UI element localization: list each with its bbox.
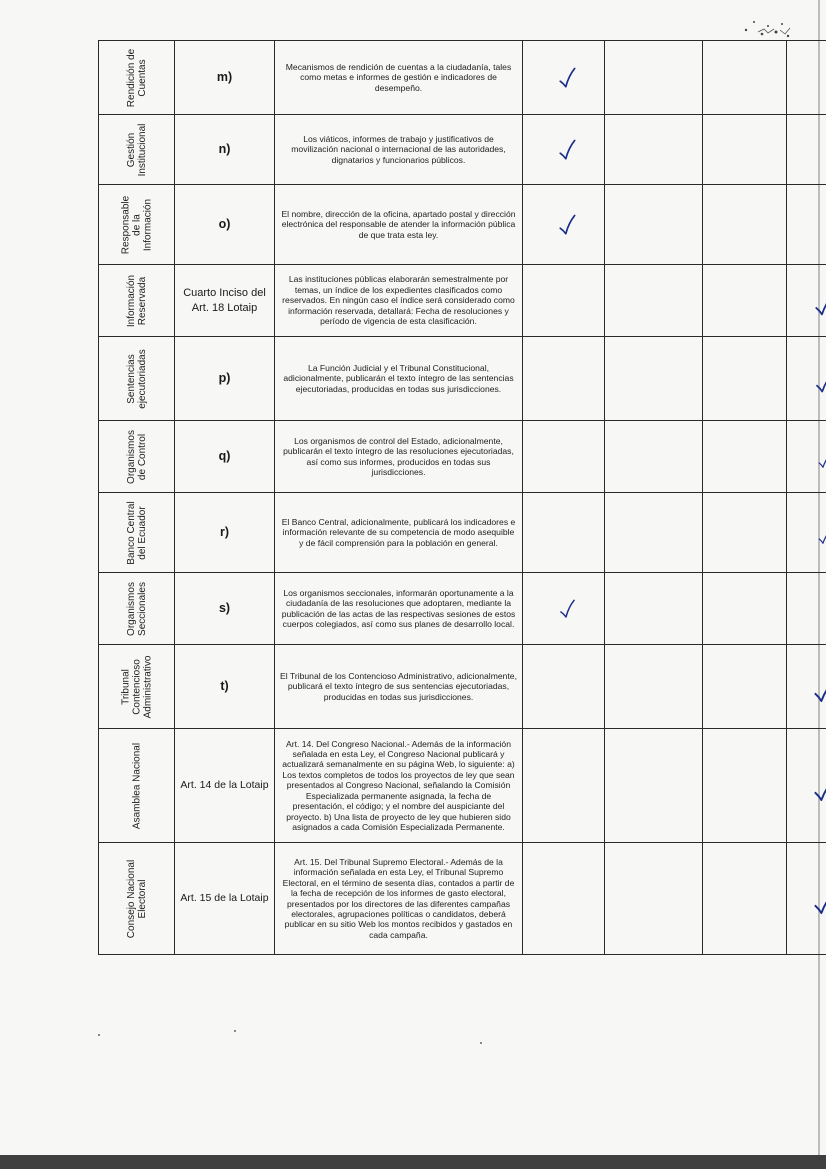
status-cell — [787, 493, 826, 573]
transparency-table — [98, 40, 826, 955]
status-cell — [787, 729, 826, 843]
description-cell: Art. 14. Del Congreso Nacional.- Además de la información señalada en esta Ley, el Congreso Nacional publicará y actualizará semanalmente en su página Web, lo siguiente: a) Los textos completos de todos los proyectos de ley que sean presentados al Congreso Nacional, señalando la Comisión Especializada permanente asignada, la fecha de presentación, el código; y el nombre del auspiciante del proyecto. b) Una lista de proyecto de ley que hubieren sido asignados a cada Comisión Especializada Permanente. — [275, 729, 523, 843]
checkmark-icon — [812, 678, 826, 704]
status-cell — [605, 265, 703, 337]
status-cell — [703, 729, 787, 843]
status-cell — [605, 573, 703, 645]
status-cell — [703, 265, 787, 337]
status-cell — [523, 337, 605, 421]
category-label: Gestión Institucional — [125, 123, 148, 176]
literal-cell: q) — [175, 421, 275, 493]
category-label: Organismos de Control — [125, 429, 148, 484]
status-cell — [787, 115, 826, 185]
status-cell — [703, 337, 787, 421]
category-label: Información Reservada — [125, 274, 148, 327]
category-label: Organismos Seccionales — [125, 581, 148, 636]
literal-cell: Cuarto Inciso del Art. 18 Lotaip — [175, 265, 275, 337]
table-row — [99, 115, 826, 185]
category-cell — [99, 265, 175, 337]
status-cell — [605, 421, 703, 493]
scan-speck — [480, 1042, 482, 1044]
category-label: Rendición de Cuentas — [125, 48, 148, 107]
status-cell — [523, 41, 605, 115]
status-cell — [523, 645, 605, 729]
status-cell — [787, 645, 826, 729]
category-cell — [99, 493, 175, 573]
stamp-marks — [738, 12, 798, 42]
category-cell — [99, 645, 175, 729]
description-cell: Los organismos de control del Estado, adicionalmente, publicarán el texto íntegro de las resoluciones ejecutoriadas, así como sus informes, producidos en todas sus jurisdicciones. — [275, 421, 523, 493]
checkmark-icon — [814, 372, 826, 394]
description-cell: Los viáticos, informes de trabajo y justificativos de movilización nacional o internacional de las autoridades, dignatarios y funcionarios públicos. — [275, 115, 523, 185]
status-cell — [523, 493, 605, 573]
checkmark-icon — [812, 890, 826, 916]
category-cell — [99, 729, 175, 843]
status-cell — [787, 337, 826, 421]
table-row — [99, 573, 826, 645]
literal-cell: p) — [175, 337, 275, 421]
table-row — [99, 337, 826, 421]
description-cell: Las instituciones públicas elaborarán semestralmente por temas, un índice de los expedientes clasificados como reservados. En ningún caso el índice será considerado como información reservada, detallará: Fecha de resoluciones y período de vigencia de esta clasificación. — [275, 265, 523, 337]
description-cell: Los organismos seccionales, informarán oportunamente a la ciudadanía de las resoluciones que adoptaren, mediante la publicación de las actas de las respectivas sesiones de estos cuerpos colegiados, así como sus planes de desarrollo local. — [275, 573, 523, 645]
status-cell — [703, 573, 787, 645]
status-cell — [787, 421, 826, 493]
category-label: Sentencias ejecutoriadas — [125, 348, 148, 409]
category-cell — [99, 185, 175, 265]
status-cell — [523, 115, 605, 185]
table-row — [99, 843, 826, 955]
category-cell — [99, 115, 175, 185]
status-cell — [605, 185, 703, 265]
description-cell: Art. 15. Del Tribunal Supremo Electoral.- Además de la información señalada en esta Ley, el Tribunal Supremo Electoral, en el término de sesenta días, contados a partir de la fecha de recepción de los informes de gasto electoral, presentados por los directores de las diferentes campañas electorales, agrupaciones políticas o candidatos, deberá publicar en su sitio Web los montos recibidos y gastados en cada campaña. — [275, 843, 523, 955]
checkmark-icon — [558, 599, 578, 619]
checkmark-icon — [557, 139, 579, 161]
description-cell: El nombre, dirección de la oficina, apartado postal y dirección electrónica del responsable de atender la información pública de que trata esta ley. — [275, 185, 523, 265]
category-label: Asamblea Nacional — [131, 742, 142, 829]
category-cell — [99, 573, 175, 645]
table-row — [99, 493, 826, 573]
category-label: Banco Central del Ecuador — [125, 500, 148, 565]
literal-cell: t) — [175, 645, 275, 729]
status-cell — [605, 645, 703, 729]
status-cell — [703, 185, 787, 265]
status-cell — [787, 41, 826, 115]
status-cell — [605, 115, 703, 185]
status-cell — [787, 265, 826, 337]
status-cell — [605, 843, 703, 955]
status-cell — [605, 729, 703, 843]
status-cell — [605, 493, 703, 573]
description-cell: La Función Judicial y el Tribunal Constitucional, adicionalmente, publicarán el texto íntegro de las sentencias ejecutoriadas, producidas en todas sus jurisdicciones. — [275, 337, 523, 421]
status-cell — [523, 729, 605, 843]
literal-cell: s) — [175, 573, 275, 645]
table-row — [99, 645, 826, 729]
description-cell: Mecanismos de rendición de cuentas a la ciudadanía, tales como metas e informes de gestión e indicadores de desempeño. — [275, 41, 523, 115]
literal-cell: Art. 14 de la Lotaip — [175, 729, 275, 843]
status-cell — [703, 843, 787, 955]
status-cell — [787, 573, 826, 645]
literal-cell: o) — [175, 185, 275, 265]
status-cell — [703, 41, 787, 115]
table-row — [99, 41, 826, 115]
table-row — [99, 265, 826, 337]
status-cell — [787, 843, 826, 955]
checkmark-icon — [812, 777, 826, 803]
literal-cell: r) — [175, 493, 275, 573]
table-row — [99, 421, 826, 493]
checkmark-icon — [813, 293, 826, 317]
category-cell — [99, 41, 175, 115]
table-row — [99, 729, 826, 843]
literal-cell: m) — [175, 41, 275, 115]
status-cell — [523, 265, 605, 337]
description-cell: El Banco Central, adicionalmente, publicará los indicadores e información relevante de su competencia de modo asequible y de fácil comprensión para la población en general. — [275, 493, 523, 573]
status-cell — [703, 421, 787, 493]
checkmark-icon — [557, 214, 579, 236]
category-label: Responsable de la Información — [120, 195, 153, 254]
scan-speck — [234, 1030, 236, 1032]
status-cell — [703, 645, 787, 729]
category-cell — [99, 421, 175, 493]
status-cell — [703, 115, 787, 185]
status-cell — [703, 493, 787, 573]
table-row — [99, 185, 826, 265]
checkmark-icon — [817, 529, 826, 545]
literal-cell: Art. 15 de la Lotaip — [175, 843, 275, 955]
status-cell — [787, 185, 826, 265]
status-cell — [523, 421, 605, 493]
checkmark-icon — [557, 67, 579, 89]
literal-cell: n) — [175, 115, 275, 185]
status-cell — [605, 337, 703, 421]
category-label: Tribunal Contencioso Administrativo — [120, 655, 153, 718]
checkmark-icon — [817, 453, 826, 469]
category-cell — [99, 337, 175, 421]
scanner-border — [0, 1155, 826, 1169]
status-cell — [605, 41, 703, 115]
status-cell — [523, 573, 605, 645]
status-cell — [523, 185, 605, 265]
category-cell — [99, 843, 175, 955]
status-cell — [523, 843, 605, 955]
category-label: Consejo Nacional Electoral — [125, 859, 148, 938]
description-cell: El Tribunal de los Contencioso Administrativo, adicionalmente, publicará el texto íntegro de sus sentencias ejecutoriadas, producidas en todas sus jurisdicciones. — [275, 645, 523, 729]
scan-speck — [98, 1034, 100, 1036]
